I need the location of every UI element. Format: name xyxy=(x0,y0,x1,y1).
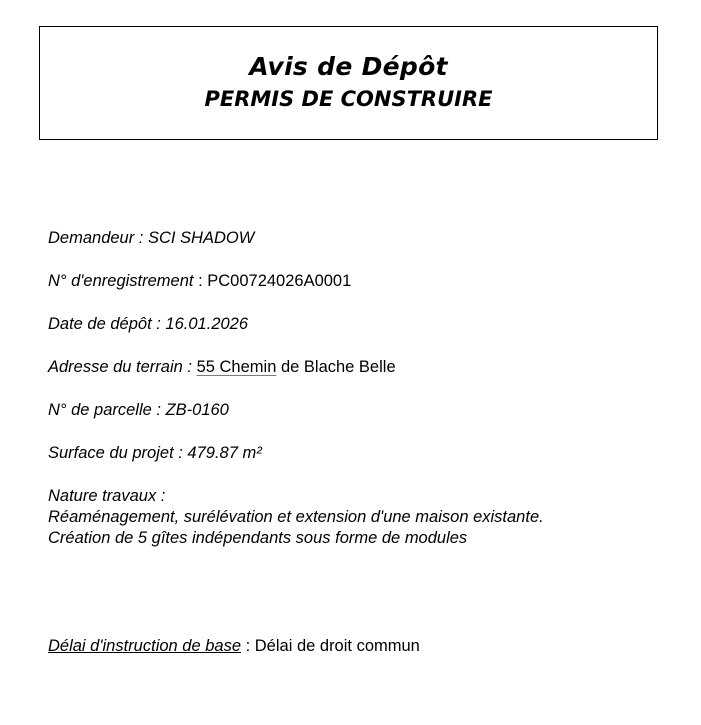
demandeur-line: Demandeur : SCI SHADOW xyxy=(48,229,255,247)
enregistrement-value: : PC00724026A0001 xyxy=(193,272,352,290)
adresse-line xyxy=(48,357,396,378)
enregistrement-label: N° d'enregistrement xyxy=(48,272,194,290)
delai-value: : Délai de droit commun xyxy=(241,637,420,655)
adresse-label: Adresse du terrain : xyxy=(48,358,197,376)
nature-label: Nature travaux : xyxy=(48,487,166,505)
date-depot-line: Date de dépôt : 16.01.2026 xyxy=(48,315,248,333)
page-title: Avis de Dépôt xyxy=(249,52,448,81)
surface-line: Surface du projet : 479.87 m² xyxy=(48,444,262,462)
parcelle-line: N° de parcelle : ZB-0160 xyxy=(48,401,229,419)
page-subtitle: PERMIS DE CONSTRUIRE xyxy=(204,87,493,111)
delai-line xyxy=(48,636,420,657)
header-box xyxy=(39,26,658,140)
adresse-rest: de Blache Belle xyxy=(276,358,396,376)
delai-label: Délai d'instruction de base xyxy=(48,637,242,655)
enregistrement-line xyxy=(48,271,351,292)
adresse-number: 55 Chemin xyxy=(196,358,277,376)
nature-line-1: Réaménagement, surélévation et extension d'une maison existante. xyxy=(48,508,544,526)
nature-line-2: Création de 5 gîtes indépendants sous forme de modules xyxy=(48,529,468,547)
